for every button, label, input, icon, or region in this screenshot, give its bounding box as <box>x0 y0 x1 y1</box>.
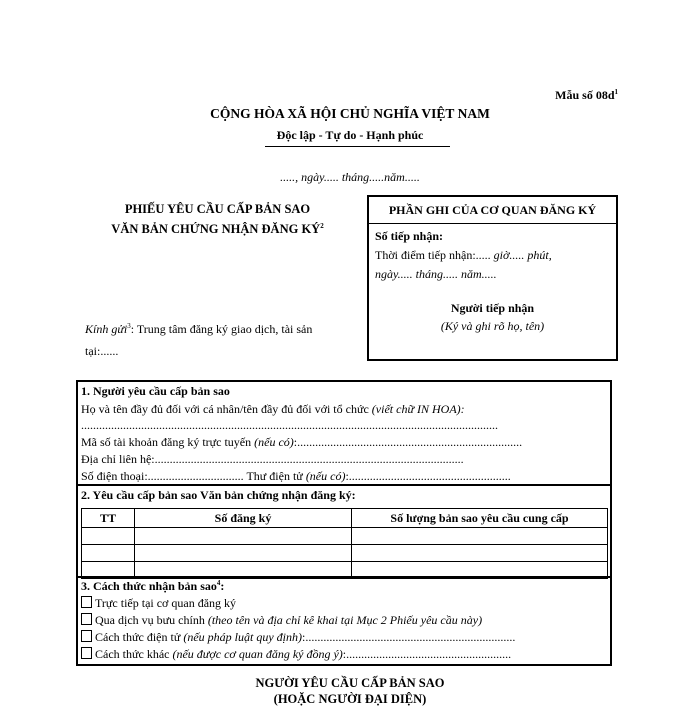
phone-email-field[interactable]: Số điện thoại:................................ Thư điện tử (nếu có):...................................................... <box>81 469 511 483</box>
col-tt: TT <box>82 509 135 528</box>
name-dots: ........................................................................................................................................... <box>81 418 498 432</box>
date-line: ....., ngày..... tháng.....năm..... <box>280 170 420 184</box>
country-title: CỘNG HÒA XÃ HỘI CHỦ NGHĨA VIỆT NAM <box>210 106 490 121</box>
col-copy-quantity: Số lượng bản sao yêu cầu cung cấp <box>352 509 608 528</box>
receiver-label: Người tiếp nhận <box>450 301 535 315</box>
receipt-date: ngày..... tháng..... năm..... <box>375 267 497 281</box>
signature-title: NGƯỜI YÊU CẦU CẤP BẢN SAO <box>255 676 445 690</box>
checkbox-icon[interactable] <box>81 613 92 625</box>
section3-title: 3. Cách thức nhận bản sao$^4$: <box>81 579 225 593</box>
section2-title: 2. Yêu cầu cấp bản sao Văn bản chứng nhận đăng ký: <box>81 488 356 502</box>
table-row[interactable] <box>82 545 608 562</box>
option-direct[interactable]: Trực tiếp tại cơ quan đăng ký <box>81 596 236 611</box>
address-field[interactable]: Địa chỉ liên hệ:....................................................................................................... <box>81 452 464 466</box>
copy-request-table <box>81 508 608 579</box>
receipt-number: Số tiếp nhận: <box>375 229 444 243</box>
receipt-time: Thời điểm tiếp nhận:..... giờ..... phút, <box>375 248 552 262</box>
section1-title: 1. Người yêu cầu cấp bản sao <box>81 384 230 398</box>
motto-underline <box>265 146 450 147</box>
section-delivery-method <box>76 578 612 666</box>
option-other[interactable]: Cách thức khác (nếu được cơ quan đăng ký đồng ý):....................................................... <box>81 647 511 662</box>
receiver-note: (Ký và ghi rõ họ, tên) <box>440 319 545 333</box>
motto: Độc lập - Tự do - Hạnh phúc <box>276 128 424 142</box>
account-field[interactable]: Mã số tài khoản đăng ký trực tuyến (nếu có):........................................................................... <box>81 435 523 449</box>
checkbox-icon[interactable] <box>81 596 92 608</box>
option-electronic[interactable]: Cách thức điện tử (nếu pháp luật quy định):...................................................................... <box>81 630 515 645</box>
addressee-line1: Kính gửi$^3$: Trung tâm đăng ký giao dịch, tài sản <box>85 322 313 336</box>
name-field[interactable]: Họ và tên đầy đủ đối với cá nhân/tên đầy đủ đối với tổ chức (viết chữ IN HOA): <box>81 402 465 416</box>
col-registration-number: Số đăng ký <box>135 509 352 528</box>
checkbox-icon[interactable] <box>81 630 92 642</box>
table-row[interactable] <box>82 562 608 579</box>
signature-subtitle: (HOẶC NGƯỜI ĐẠI DIỆN) <box>273 692 427 706</box>
form-title-line1: PHIẾU YÊU CẦU CẤP BẢN SAO <box>124 202 311 216</box>
form-number: Mẫu số $08d^1$ <box>555 88 618 102</box>
table-row[interactable] <box>82 528 608 545</box>
section-requester <box>76 380 612 486</box>
registry-box-heading: PHẦN GHI CỦA CƠ QUAN ĐĂNG KÝ <box>369 197 616 224</box>
addressee-line2: tại:...... <box>85 344 119 358</box>
form-title-line2: VĂN BẢN CHỨNG NHẬN ĐĂNG $KÝ^2$ <box>111 222 324 237</box>
section-copy-request <box>76 486 612 578</box>
option-postal[interactable]: Qua dịch vụ bưu chính (theo tên và địa chỉ kê khai tại Mục 2 Phiếu yêu cầu này) <box>81 613 482 628</box>
checkbox-icon[interactable] <box>81 647 92 659</box>
registry-box <box>367 195 618 361</box>
